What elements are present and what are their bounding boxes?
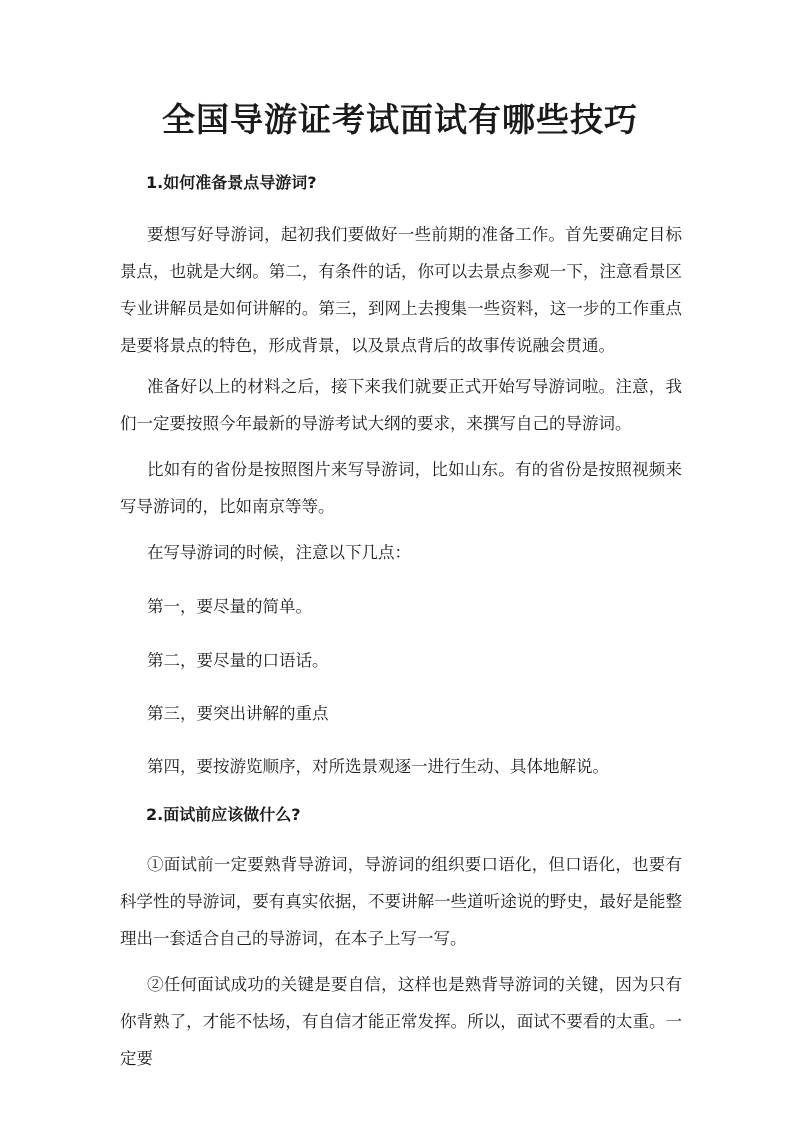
paragraph: 准备好以上的材料之后，接下来我们就要正式开始写导游词啦。注意，我们一定要按照今年最新的导游考试大纲的要求，来撰写自己的导游词。 — [120, 377, 682, 433]
paragraph: 第四，要按游览顺序，对所选景观逐一进行生动、具体地解说。 — [147, 757, 609, 776]
paragraph: ①面试前一定要熟背导游词，导游词的组织要口语化，但口语化，也要有科学性的导游词，要有真实依据，不要讲解一些道听途说的野史，最好是能整理出一套适合自己的导游词，在本子上写一写。 — [120, 855, 682, 948]
document-title: 全国导游证考试面试有哪些技巧 — [162, 100, 638, 139]
paragraph: 第二，要尽量的口语话。 — [147, 651, 329, 670]
paragraph: 比如有的省份是按照图片来写导游词，比如山东。有的省份是按照视频来写导游词的，比如南京等等。 — [120, 460, 682, 516]
paragraph: 第三，要突出讲解的重点 — [147, 704, 329, 723]
paragraph: 在写导游词的时候，注意以下几点： — [147, 543, 411, 562]
section-heading-1: 1.如何准备景点导游词? — [146, 173, 317, 192]
paragraph: 第一，要尽量的简单。 — [147, 597, 312, 616]
section-heading-2: 2.面试前应该做什么? — [146, 805, 301, 824]
paragraph: ②任何面试成功的关键是要自信，这样也是熟背导游词的关键，因为只有你背熟了，才能不怯场，有自信才能正常发挥。所以，面试不要看的太重。一定要 — [120, 975, 682, 1068]
paragraph: 要想写好导游词，起初我们要做好一些前期的准备工作。首先要确定目标景点，也就是大纲。第二，有条件的话，你可以去景点参观一下，注意看景区专业讲解员是如何讲解的。第三，到网上去搜集一些资料，这一步的工作重点是要将景点的特色，形成背景，以及景点背后的故事传说融会贯通。 — [120, 225, 682, 355]
